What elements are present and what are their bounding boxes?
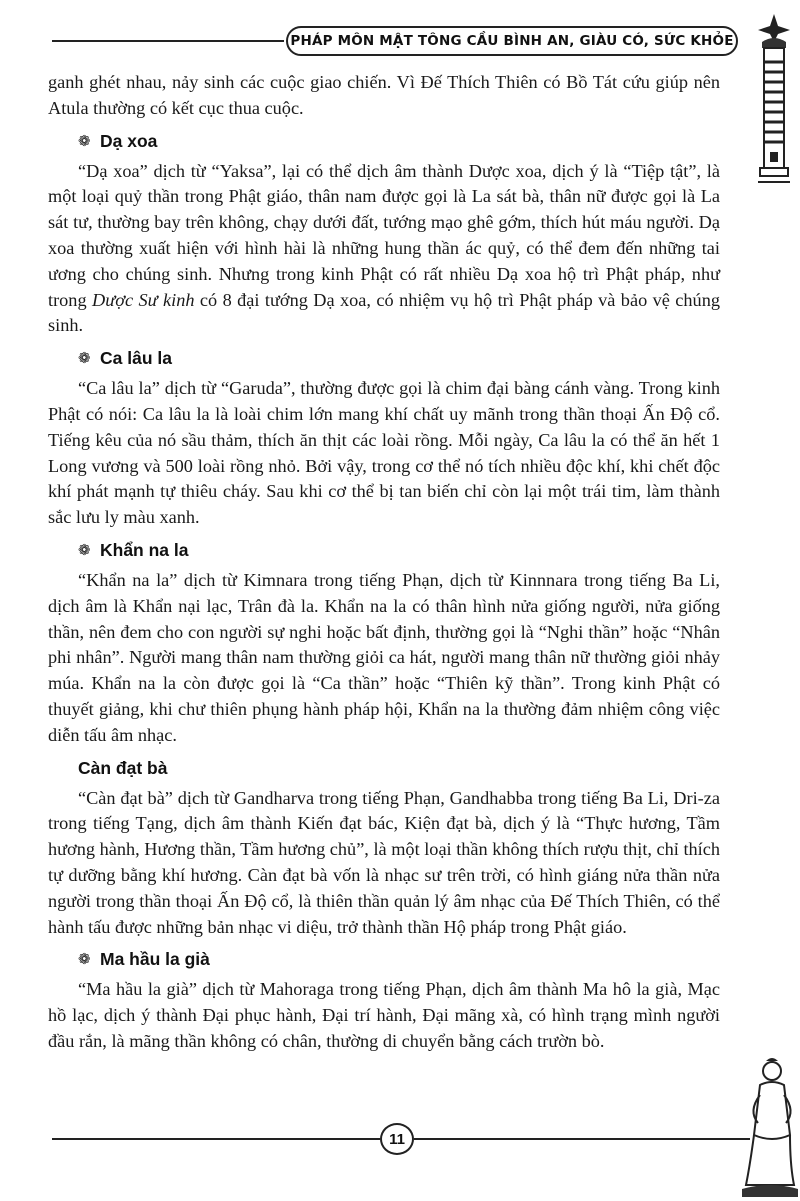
section-paragraph-ca-lau-la: “Ca lâu la” dịch từ “Garuda”, thường được gọi là chim đại bàng cánh vàng. Trong kinh Phật có nói: Ca lâu la là loài chim lớn mang khí chất uy mãnh trong thần thoại Ấn Độ cổ. Tiếng kêu của nó sầu thảm, thích ăn thịt các loài rồng. Mỗi ngày, Ca lâu la có thể ăn hết 1 Long vương và 500 loài rồng nhỏ. Bởi vậy, trong cơ thể nó tích nhiều độc khí, khi chết độc khí phát mạnh tự thiêu cháy. Sau khi cơ thể bị tan biến chỉ còn lại một trái tim, làm thành sắc lưu ly màu xanh. — [48, 378, 720, 528]
footer-rule-right — [414, 1138, 750, 1140]
lotus-flower-icon: ❁ — [78, 350, 91, 368]
sage-figure-icon — [740, 1055, 800, 1201]
pagoda-icon — [752, 12, 796, 187]
section-heading-da-xoa: ❁ Dạ xoa — [48, 128, 720, 155]
header-rule — [52, 40, 284, 42]
section-paragraph-can-dat-ba: “Càn đạt bà” dịch từ Gandharva trong tiếng Phạn, Gandhabba trong tiếng Ba Li, Dri-za trong tiếng Tạng, dịch âm thành Kiến đạt bác, Kiện đạt bà, dịch ý là “Thực hương, Tầm hương hành, Hương thần, Tầm hương chủ”, là một loại thần không thích rượu thịt, chỉ thích tự dưỡng bằng khí hương. Càn đạt bà vốn là nhạc sư trên trời, có hình giáng nửa thần nửa người trong thần thoại Ấn Độ cổ, là thiên thần quản lý âm nhạc của Đế Thích Thiên, có thể hành tấu được những bản nhạc vi diệu, trở thành thần Hộ pháp trong Phật giáo. — [48, 787, 720, 937]
intro-paragraph: ganh ghét nhau, nảy sinh các cuộc giao chiến. Vì Đế Thích Thiên có Bồ Tát cứu giúp nên Atula thường có kết cục thua cuộc. — [48, 72, 720, 118]
section-heading-can-dat-ba: Càn đạt bà — [78, 757, 168, 778]
section-paragraph-da-xoa: “Dạ xoa” dịch từ “Yaksa”, lại có thể dịch âm thành Dược xoa, dịch ý là “Tiệp tật”, là một loại quỷ thần trong Phật giáo, thân nam được gọi là La sát bà, thân nữ được gọi là La sát tư, thường bay trên không, chạy dưới đất, tướng mạo ghê gớm, thích hút máu người. Dạ xoa thường xuất hiện với hình hài là những hung thần ác quỷ, có thể đem đến những tai ương cho chúng sinh. Nhưng trong kinh Phật có rất nhiều Dạ xoa hộ trì Phật pháp, như trong Dược Sư kinh có 8 đại tướng Dạ xoa, có nhiệm vụ hộ trì Phật pháp và bảo vệ chúng sinh. — [48, 160, 720, 336]
running-header — [286, 26, 738, 56]
lotus-flower-icon: ❁ — [78, 951, 91, 969]
section-paragraph-ma-hau-la-gia: “Ma hầu la già” dịch từ Mahoraga trong tiếng Phạn, dịch âm thành Ma hô la già, Mạc hồ lạc, dịch ý thành Đại phục hành, Đại trí hành, Đại mãng xà, có hình trạng mình người đầu rắn, là mãng thần không có chân, thường di chuyển bằng cách trườn bò. — [48, 979, 720, 1051]
footer-rule-left — [52, 1138, 380, 1140]
page-number: 11 — [380, 1123, 414, 1155]
book-title: Dược Sư kinh — [92, 289, 195, 310]
lotus-flower-icon: ❁ — [78, 132, 91, 150]
lotus-flower-icon: ❁ — [78, 541, 91, 559]
section-heading-ma-hau-la-gia: ❁ Ma hầu la già — [48, 946, 720, 973]
section-paragraph-khan-na-la: “Khẩn na la” dịch từ Kimnara trong tiếng Phạn, dịch từ Kinnnara trong tiếng Ba Li, dịch âm là Khẩn nại lạc, Trân đà la. Khẩn na la có thân hình nửa giống người, nửa giống thần, nên đem cho con người sự nghi hoặc bất định, thường gọi là “Nghi thần” hoặc “Nhân phi nhân”. Người mang thân nam thường giỏi ca hát, người mang thân nữ thường giỏi nhảy múa. Khẩn na la còn được gọi là “Ca thần” hoặc “Thiên kỹ thần”. Trong kinh Phật có thuyết giảng, khi chư thiên phụng hành pháp hội, Khẩn na la thường đảm nhiệm công việc diễn tấu âm nhạc. — [48, 569, 720, 745]
running-header-title: PHÁP MÔN MẬT TÔNG CẦU BÌNH AN, GIÀU CÓ, SỨC KHỎE — [290, 33, 734, 49]
page-body — [48, 70, 720, 1055]
section-heading-khan-na-la: ❁ Khẩn na la — [48, 537, 720, 564]
section-heading-ca-lau-la: ❁ Ca lâu la — [48, 345, 720, 372]
